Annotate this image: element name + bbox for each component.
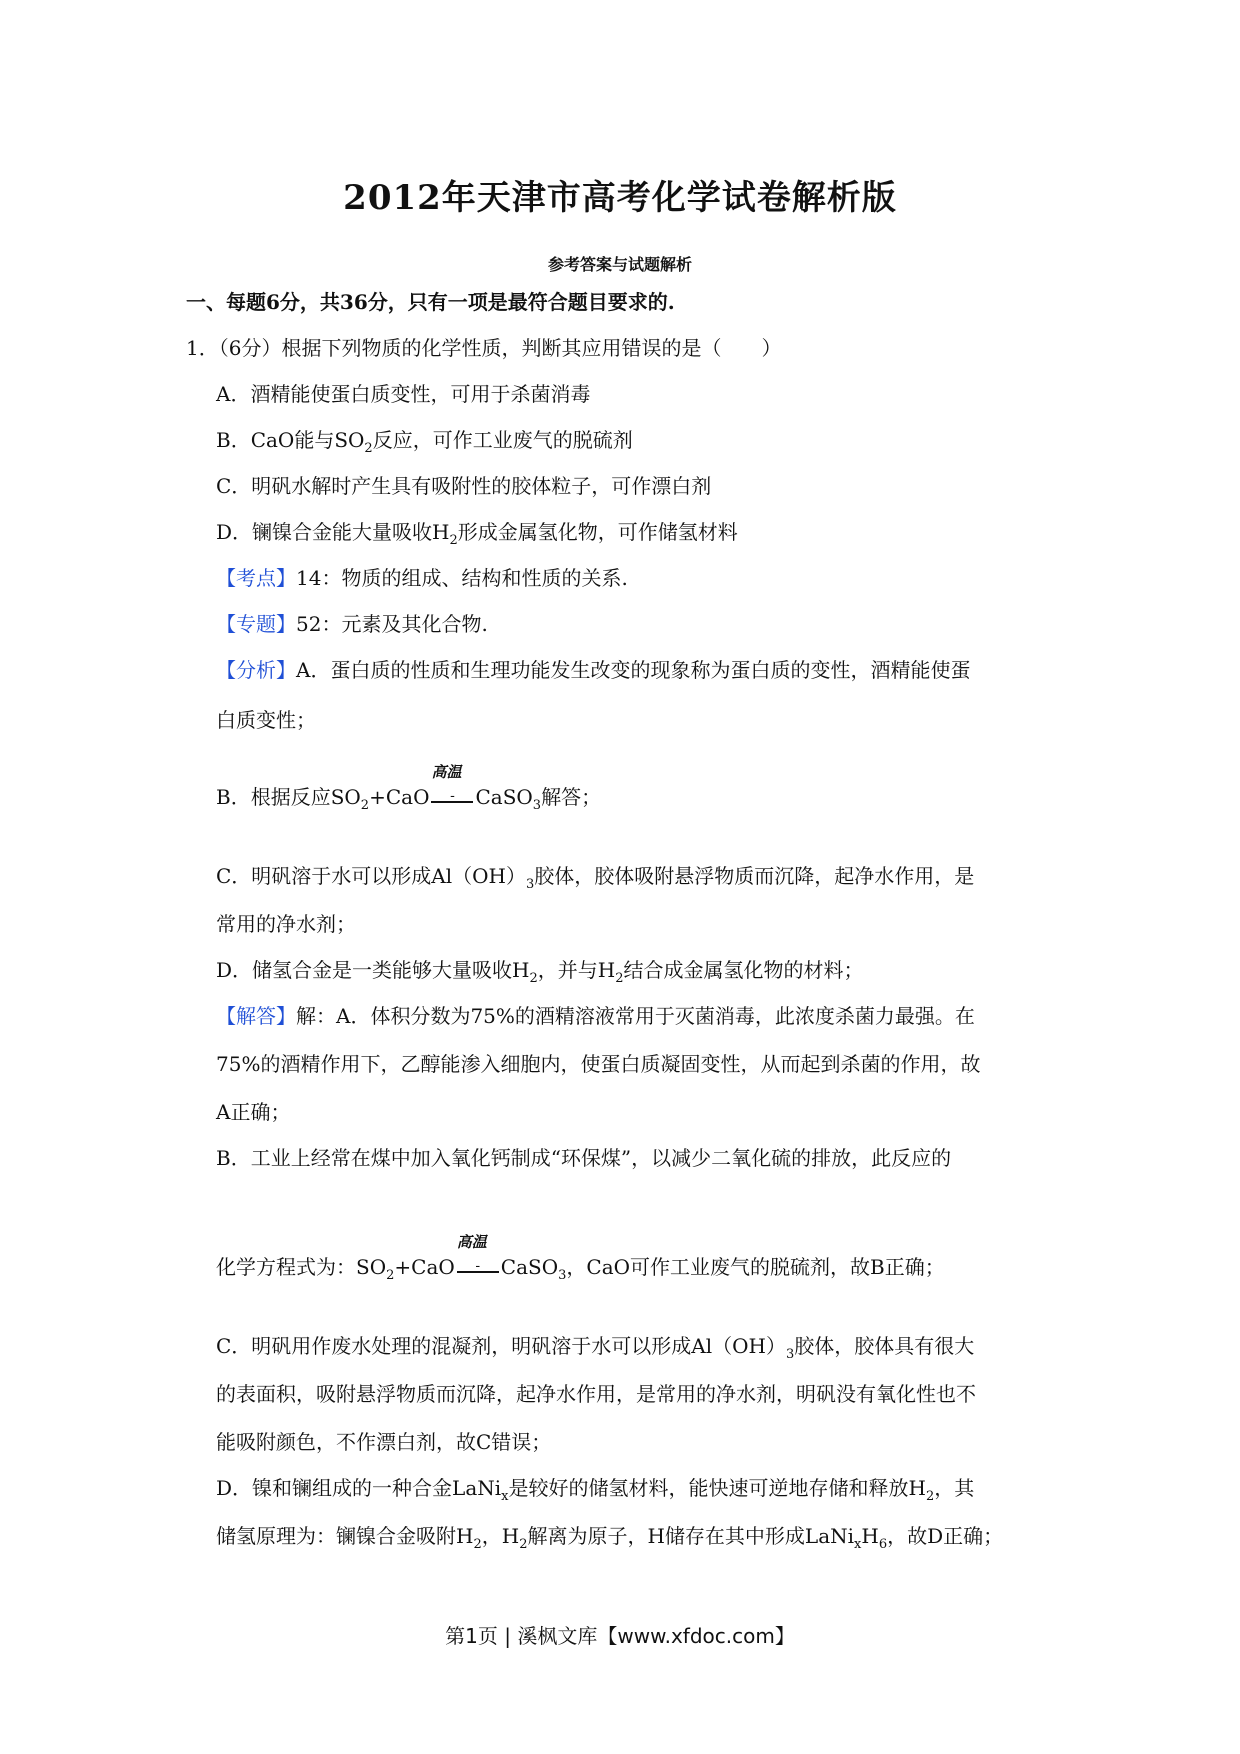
eq-text: 化学方程式为：SO bbox=[216, 1255, 387, 1279]
zhuanti-tag: 【专题】 bbox=[216, 612, 296, 636]
eq-text: B．根据反应SO bbox=[216, 785, 361, 809]
analysis-c-line-1 bbox=[216, 862, 974, 890]
solution-text: D．镍和镧组成的一种合金LaNi bbox=[216, 1476, 502, 1500]
jieda-tag: 【解答】 bbox=[216, 1004, 296, 1028]
subscript: 6 bbox=[878, 1537, 888, 1552]
solution-text: ，故D正确； bbox=[887, 1524, 1004, 1548]
eq-text: CaSO bbox=[475, 785, 533, 809]
solution-line-1 bbox=[216, 1002, 975, 1030]
fenxi-tag: 【分析】 bbox=[216, 658, 296, 682]
solution-text: 胶体，胶体具有很大 bbox=[794, 1334, 975, 1358]
subscript: 2 bbox=[360, 798, 370, 813]
analysis-text: A．蛋白质的性质和生理功能发生改变的现象称为蛋白质的变性，酒精能使蛋 bbox=[296, 658, 971, 682]
eq-text: 解答； bbox=[541, 785, 602, 809]
solution-text: H bbox=[861, 1524, 879, 1548]
solution-text: 储氢原理为：镧镍合金吸附H bbox=[216, 1524, 474, 1548]
solution-line-4: B．工业上经常在煤中加入氧化钙制成“环保煤”，以减少二氧化硫的排放，此反应的 bbox=[216, 1146, 952, 1170]
condition-bar bbox=[431, 801, 473, 803]
zhuanti-text: 52：元素及其化合物. bbox=[296, 612, 488, 636]
analysis-text: 结合成金属氢化物的材料； bbox=[623, 958, 864, 982]
subscript: 3 bbox=[558, 1268, 567, 1283]
analysis-text: C．明矾溶于水可以形成Al（OH） bbox=[216, 864, 526, 888]
page-footer: 第1页 | 溪枫文库【www.xfdoc.com】 bbox=[445, 1624, 795, 1648]
subscript: 2 bbox=[925, 1489, 935, 1504]
option-b-text-end: 反应，可作工业废气的脱硫剂 bbox=[372, 428, 633, 452]
subscript: 2 bbox=[529, 971, 538, 986]
eq-text: +CaO bbox=[369, 785, 430, 809]
option-d-text: D．镧镍合金能大量吸收H bbox=[216, 520, 450, 544]
option-b-text: B．CaO能与SO bbox=[216, 428, 365, 452]
kaodian-line bbox=[216, 564, 628, 592]
solution-d-line-1 bbox=[216, 1474, 974, 1502]
subscript: 2 bbox=[519, 1537, 528, 1552]
solution-c-line-1 bbox=[216, 1332, 974, 1360]
solution-line-2: 75%的酒精作用下，乙醇能渗入细胞内，使蛋白质凝固变性，从而起到杀菌的作用，故 bbox=[216, 1052, 981, 1076]
option-b bbox=[216, 426, 633, 454]
analysis-text: ，并与H bbox=[537, 958, 616, 982]
subscript: 2 bbox=[615, 971, 624, 986]
solution-text: C．明矾用作废水处理的混凝剂，明矾溶于水可以形成Al（OH） bbox=[216, 1334, 786, 1358]
kaodian-text: 14：物质的组成、结构和性质的关系. bbox=[296, 566, 628, 590]
eq-text: ，CaO可作工业废气的脱硫剂，故B正确； bbox=[566, 1255, 945, 1279]
solution-text: ，其 bbox=[934, 1476, 975, 1500]
solution-d-line-2 bbox=[216, 1522, 1003, 1550]
page-subtitle: 参考答案与试题解析 bbox=[547, 255, 692, 274]
condition-label: 高温 bbox=[431, 763, 462, 781]
subscript: x bbox=[854, 1537, 862, 1552]
subscript: 2 bbox=[473, 1537, 482, 1552]
section-heading: 一、每题6分，共36分，只有一项是最符合题目要求的. bbox=[186, 290, 675, 314]
solution-text: ，H bbox=[481, 1524, 520, 1548]
analysis-c-line-2: 常用的净水剂； bbox=[216, 912, 356, 936]
kaodian-tag: 【考点】 bbox=[216, 566, 296, 590]
solution-text: 解：A．体积分数为75%的酒精溶液常用于灭菌消毒，此浓度杀菌力最强。在 bbox=[296, 1004, 975, 1028]
solution-line-3: A正确； bbox=[216, 1100, 291, 1124]
option-a: A．酒精能使蛋白质变性，可用于杀菌消毒 bbox=[216, 382, 591, 406]
eq-text: CaSO bbox=[500, 1255, 559, 1279]
condition-mark: - bbox=[450, 788, 455, 804]
subscript: 3 bbox=[785, 1347, 795, 1362]
option-c: C．明矾水解时产生具有吸附性的胶体粒子，可作漂白剂 bbox=[216, 474, 712, 498]
subscript: 2 bbox=[386, 1268, 395, 1283]
subscript: 2 bbox=[449, 533, 458, 548]
solution-c-line-3: 能吸附颜色，不作漂白剂，故C错误； bbox=[216, 1430, 552, 1454]
eq-text: +CaO bbox=[394, 1255, 455, 1279]
subscript: 2 bbox=[364, 441, 373, 456]
question-stem: 1．（6分）根据下列物质的化学性质，判断其应用错误的是（ ） bbox=[186, 336, 782, 360]
condition-label: 高温 bbox=[456, 1233, 487, 1251]
analysis-line-2: 白质变性； bbox=[216, 708, 316, 732]
subscript: 3 bbox=[532, 798, 542, 813]
reaction-condition bbox=[429, 763, 475, 804]
condition-mark: - bbox=[475, 1258, 481, 1274]
analysis-line-1 bbox=[216, 656, 970, 684]
page-title: 2012年天津市高考化学试卷解析版 bbox=[343, 178, 897, 218]
solution-text: 解离为原子，H储存在其中形成LaNi bbox=[527, 1524, 855, 1548]
subscript: x bbox=[501, 1489, 509, 1504]
option-d-text-end: 形成金属氢化物，可作储氢材料 bbox=[457, 520, 738, 544]
zhuanti-line bbox=[216, 610, 488, 638]
solution-text: 是较好的储氢材料，能快速可逆地存储和释放H bbox=[508, 1476, 926, 1500]
reaction-condition bbox=[455, 1233, 501, 1274]
subscript: 3 bbox=[525, 877, 535, 892]
condition-bar bbox=[457, 1271, 499, 1273]
solution-c-line-2: 的表面积，吸附悬浮物质而沉降，起净水作用，是常用的净水剂，明矾没有氧化性也不 bbox=[216, 1382, 976, 1406]
analysis-text: 胶体，胶体吸附悬浮物质而沉降，起净水作用，是 bbox=[534, 864, 975, 888]
analysis-d bbox=[216, 956, 864, 984]
analysis-text: D．储氢合金是一类能够大量吸收H bbox=[216, 958, 530, 982]
solution-b-equation bbox=[216, 1233, 945, 1283]
option-d bbox=[216, 518, 738, 546]
analysis-b-equation bbox=[216, 763, 602, 813]
